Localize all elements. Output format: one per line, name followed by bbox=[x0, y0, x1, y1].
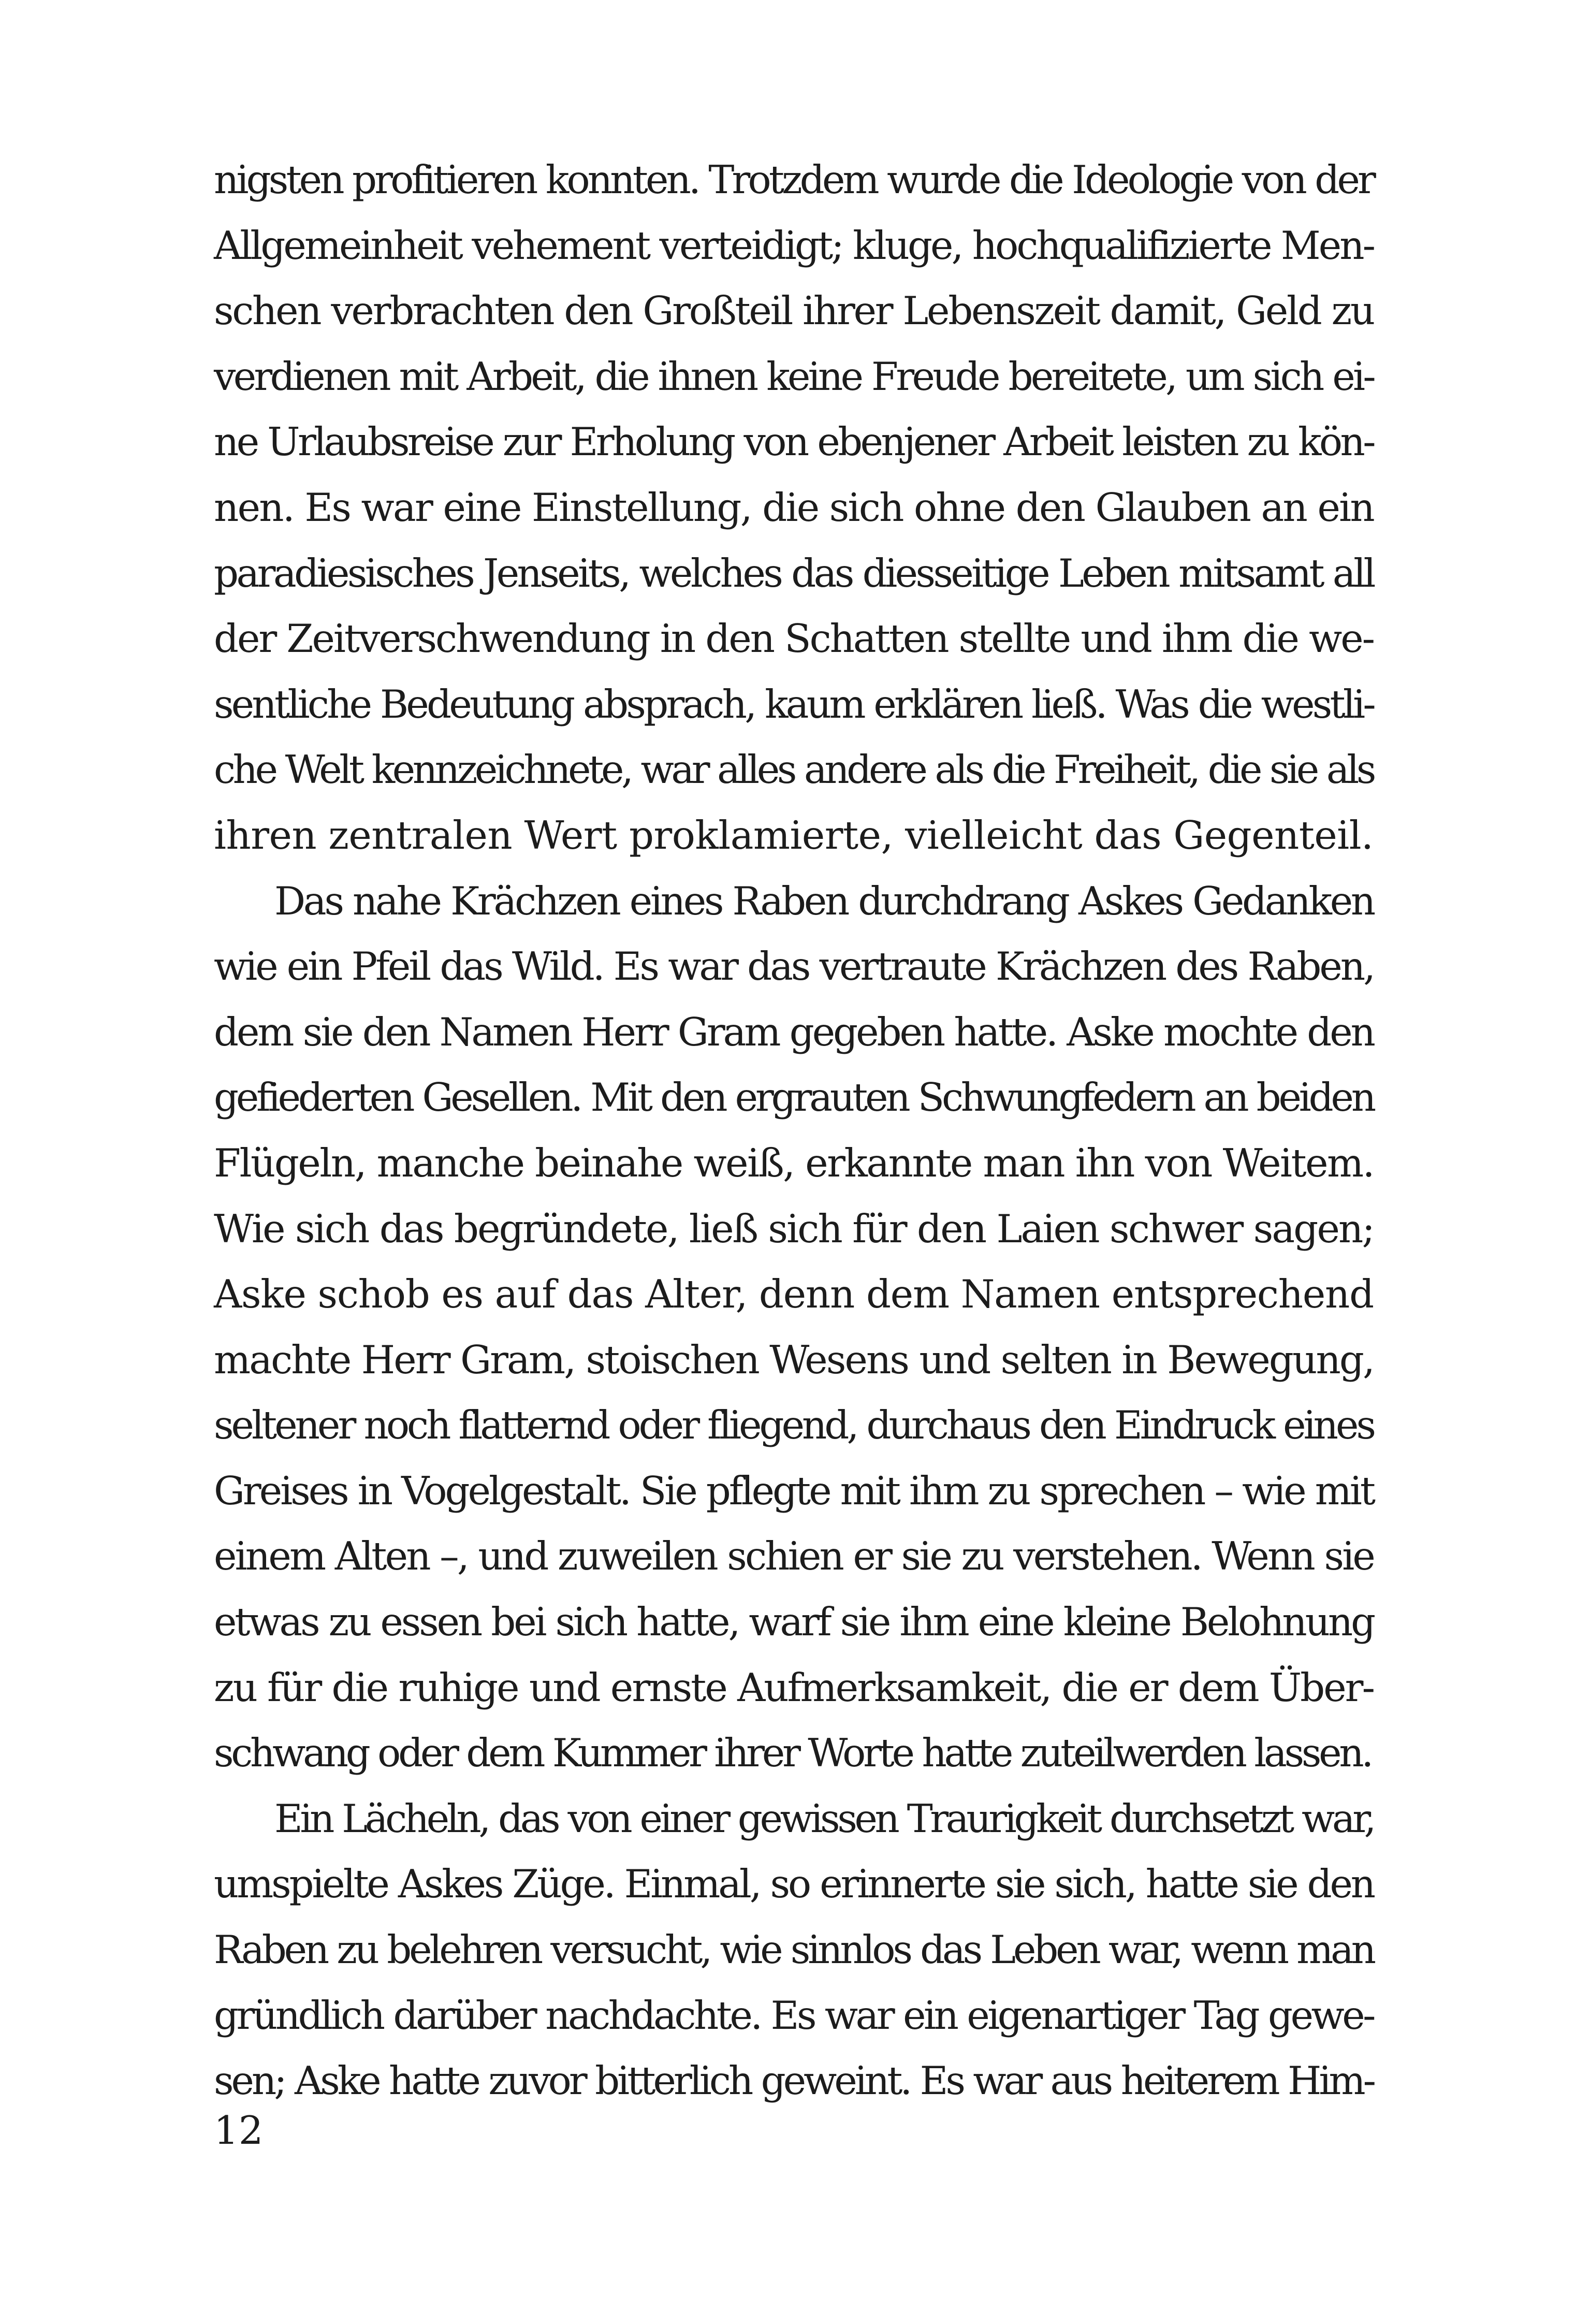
text-line: machte Herr Gram, stoischen Wesens und selten in Bewegung, bbox=[214, 1337, 1374, 1383]
text-line: nigsten profitieren konnten. Trotzdem wurde die Ideologie von der bbox=[214, 157, 1374, 202]
text-line: sen; Aske hatte zuvor bitterlich geweint. Es war aus heiterem Him- bbox=[214, 2058, 1374, 2104]
text-line: gründlich darüber nachdachte. Es war ein eigenartiger Tag gewe- bbox=[214, 1992, 1374, 2038]
text-line: seltener noch flatternd oder fliegend, durchaus den Eindruck eines bbox=[214, 1402, 1374, 1448]
text-line: Allgemeinheit vehement verteidigt; kluge, hochqualifizierte Men- bbox=[214, 222, 1374, 268]
text-line: Flügeln, manche beinahe weiß, erkannte man ihn von Weitem. bbox=[214, 1140, 1374, 1186]
text-line: sentliche Bedeutung absprach, kaum erklären ließ. Was die westli- bbox=[214, 681, 1374, 727]
text-line: der Zeitverschwendung in den Schatten stellte und ihm die we- bbox=[214, 616, 1374, 662]
text-line: Aske schob es auf das Alter, denn dem Namen entsprechend bbox=[214, 1271, 1374, 1317]
page-number: 12 bbox=[214, 2108, 264, 2153]
text-line: zu für die ruhige und ernste Aufmerksamkeit, die er dem Über- bbox=[214, 1664, 1374, 1710]
text-line: umspielte Askes Züge. Einmal, so erinnerte sie sich, hatte sie den bbox=[214, 1861, 1374, 1907]
text-line: schen verbrachten den Großteil ihrer Lebenszeit damit, Geld zu bbox=[214, 288, 1374, 334]
text-line: wie ein Pfeil das Wild. Es war das vertraute Krächzen des Raben, bbox=[214, 943, 1374, 990]
text-line: Greises in Vogelgestalt. Sie pflegte mit ihm zu sprechen – wie mit bbox=[214, 1468, 1374, 1514]
text-line: ihren zentralen Wert proklamierte, vielleicht das Gegenteil. bbox=[214, 812, 1374, 858]
text-line: verdienen mit Arbeit, die ihnen keine Freude bereitete, um sich ei- bbox=[214, 353, 1374, 399]
text-line: einem Alten –, und zuweilen schien er sie zu verstehen. Wenn sie bbox=[214, 1533, 1374, 1579]
text-line: che Welt kennzeichnete, war alles andere als die Freiheit, die sie als bbox=[214, 747, 1374, 793]
text-line: schwang oder dem Kummer ihrer Worte hatte zuteilwerden lassen. bbox=[214, 1730, 1372, 1776]
text-line: etwas zu essen bei sich hatte, warf sie ihm eine kleine Belohnung bbox=[214, 1599, 1374, 1645]
text-line: Raben zu belehren versucht, wie sinnlos das Leben war, wenn man bbox=[214, 1927, 1374, 1973]
text-line: ne Urlaubsreise zur Erholung von ebenjener Arbeit leisten zu kön- bbox=[214, 419, 1374, 465]
text-line: nen. Es war eine Einstellung, die sich ohne den Glauben an ein bbox=[214, 484, 1374, 530]
body-text bbox=[214, 147, 1374, 2114]
text-line: Das nahe Krächzen eines Raben durchdrang Askes Gedanken bbox=[274, 878, 1374, 924]
text-line: paradiesisches Jenseits, welches das diesseitige Leben mitsamt all bbox=[214, 550, 1374, 596]
text-line: Wie sich das begründete, ließ sich für den Laien schwer sagen; bbox=[214, 1205, 1374, 1252]
text-line: Ein Lächeln, das von einer gewissen Traurigkeit durchsetzt war, bbox=[274, 1795, 1374, 1841]
text-line: gefiederten Gesellen. Mit den ergrauten Schwungfedern an beiden bbox=[214, 1074, 1374, 1121]
text-line: dem sie den Namen Herr Gram gegeben hatte. Aske mochte den bbox=[214, 1009, 1374, 1055]
